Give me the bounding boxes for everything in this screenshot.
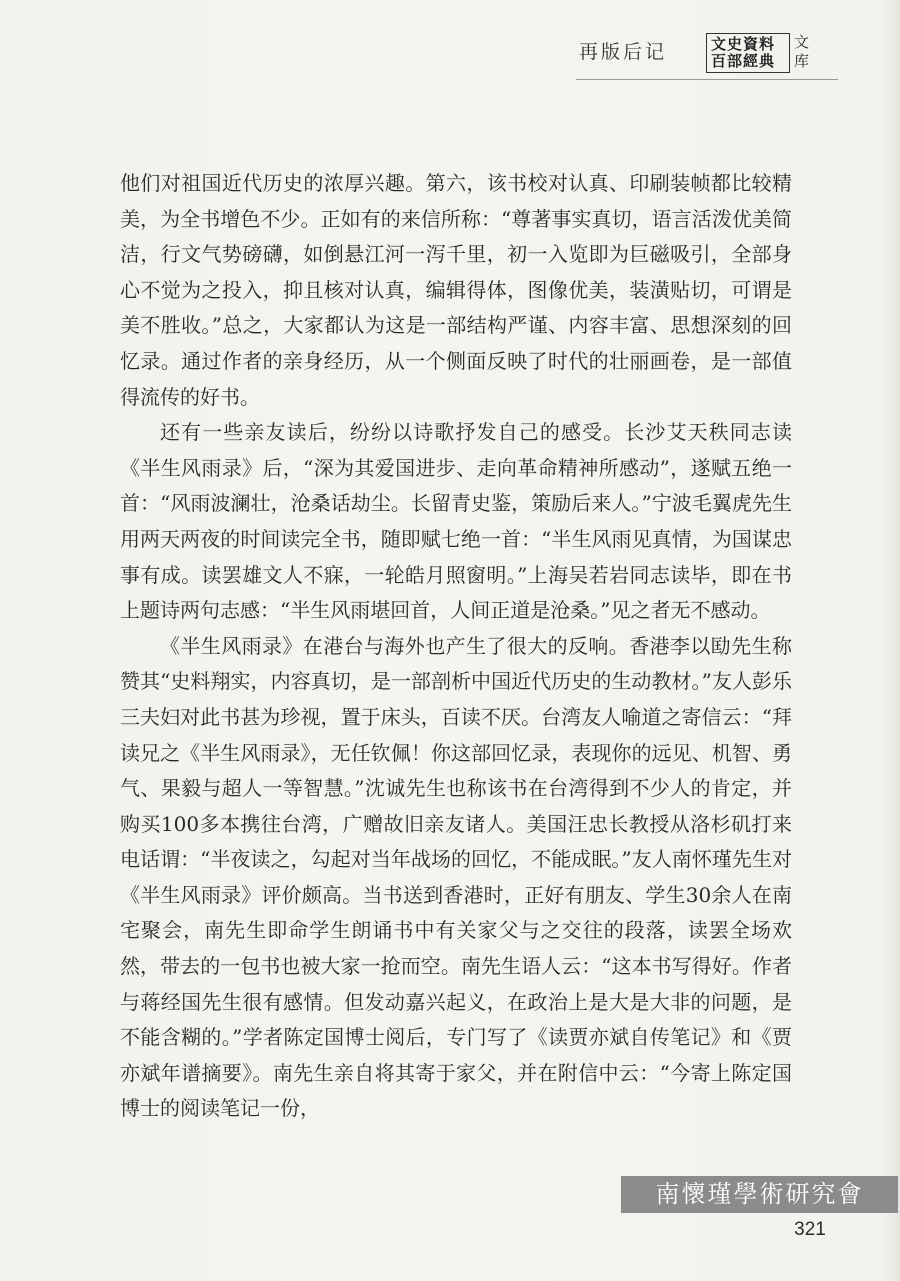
series-logo-line2: 百部經典 [711, 52, 776, 70]
series-logo-box [706, 33, 790, 73]
watermark-stamp: 南懷瑾學術研究會 [621, 1176, 898, 1213]
header-divider [576, 79, 838, 80]
paragraph-2: 还有一些亲友读后，纷纷以诗歌抒发自己的感受。长沙艾天秩同志读《半生风雨录》后，“深为其爱国进步、走向革命精神所感动”，遂赋五绝一首：“风雨波澜壮，沧桑话劫尘。长留青史鉴，策励后来人。”宁波毛翼虎先生用两天两夜的时间读完全书，随即赋七绝一首：“半生风雨见真情，为国谋忠事有成。读罢雄文人不寐，一轮皓月照窗明。”上海吴若岩同志读毕，即在书上题诗两句志感：“半生风雨堪回首，人间正道是沧桑。”见之者无不感动。 [120, 420, 792, 623]
series-logo [706, 33, 836, 75]
paragraph-3: 《半生风雨录》在港台与海外也产生了很大的反响。香港李以劻先生称赞其“史料翔实，内容真切，是一部剖析中国近代历史的生动教材。”友人彭乐三夫妇对此书甚为珍视，置于床头，百读不厌。台湾友人喻道之寄信云：“拜读兄之《半生风雨录》，无任钦佩！你这部回忆录，表现你的远见、机智、勇气、果毅与超人一等智慧。”沈诚先生也称该书在台湾得到不少人的肯定，并购买100多本携往台湾，广赠故旧亲友诸人。美国汪忠长教授从洛杉矶打来电话谓：“半夜读之，勾起对当年战场的回忆，不能成眠。”友人南怀瑾先生对《半生风雨录》评价颇高。当书送到香港时，正好有朋友、学生30余人在南宅聚会，南先生即命学生朗诵书中有关家父与之交往的段落，读罢全场欢然，带去的一包书也被大家一抢而空。南先生语人云：“这本书写得好。作者与蒋经国先生很有感情。但发动嘉兴起义，在政治上是大是大非的问题，是不能含糊的。”学者陈定国博士阅后，专门写了《读贾亦斌自传笔记》和《贾亦斌年谱摘要》。南先生亲自将其寄于家父，并在附信中云：“今寄上陈定国博士的阅读笔记一份， [120, 633, 792, 1121]
series-logo-line1: 文史資料 [711, 35, 776, 53]
body-text [120, 166, 792, 1166]
page-number: 321 [794, 1219, 826, 1240]
section-title: 再版后记 [579, 41, 668, 63]
page-edge-shadow [882, 0, 900, 1281]
series-logo-side: 文库 [794, 33, 810, 70]
paragraph-1: 他们对祖国近代历史的浓厚兴趣。第六，该书校对认真、印刷装帧都比较精美，为全书增色不少。正如有的来信所称：“尊著事实真切，语言活泼优美简洁，行文气势磅礴，如倒悬江河一泻千里，初一入览即为巨磁吸引，全部身心不觉为之投入，抑且核对认真，编辑得体，图像优美，装潢贴切，可谓是美不胜收。”总之，大家都认为这是一部结构严谨、内容丰富、思想深刻的回忆录。通过作者的亲身经历，从一个侧面反映了时代的壮丽画卷，是一部值得流传的好书。 [120, 171, 792, 409]
